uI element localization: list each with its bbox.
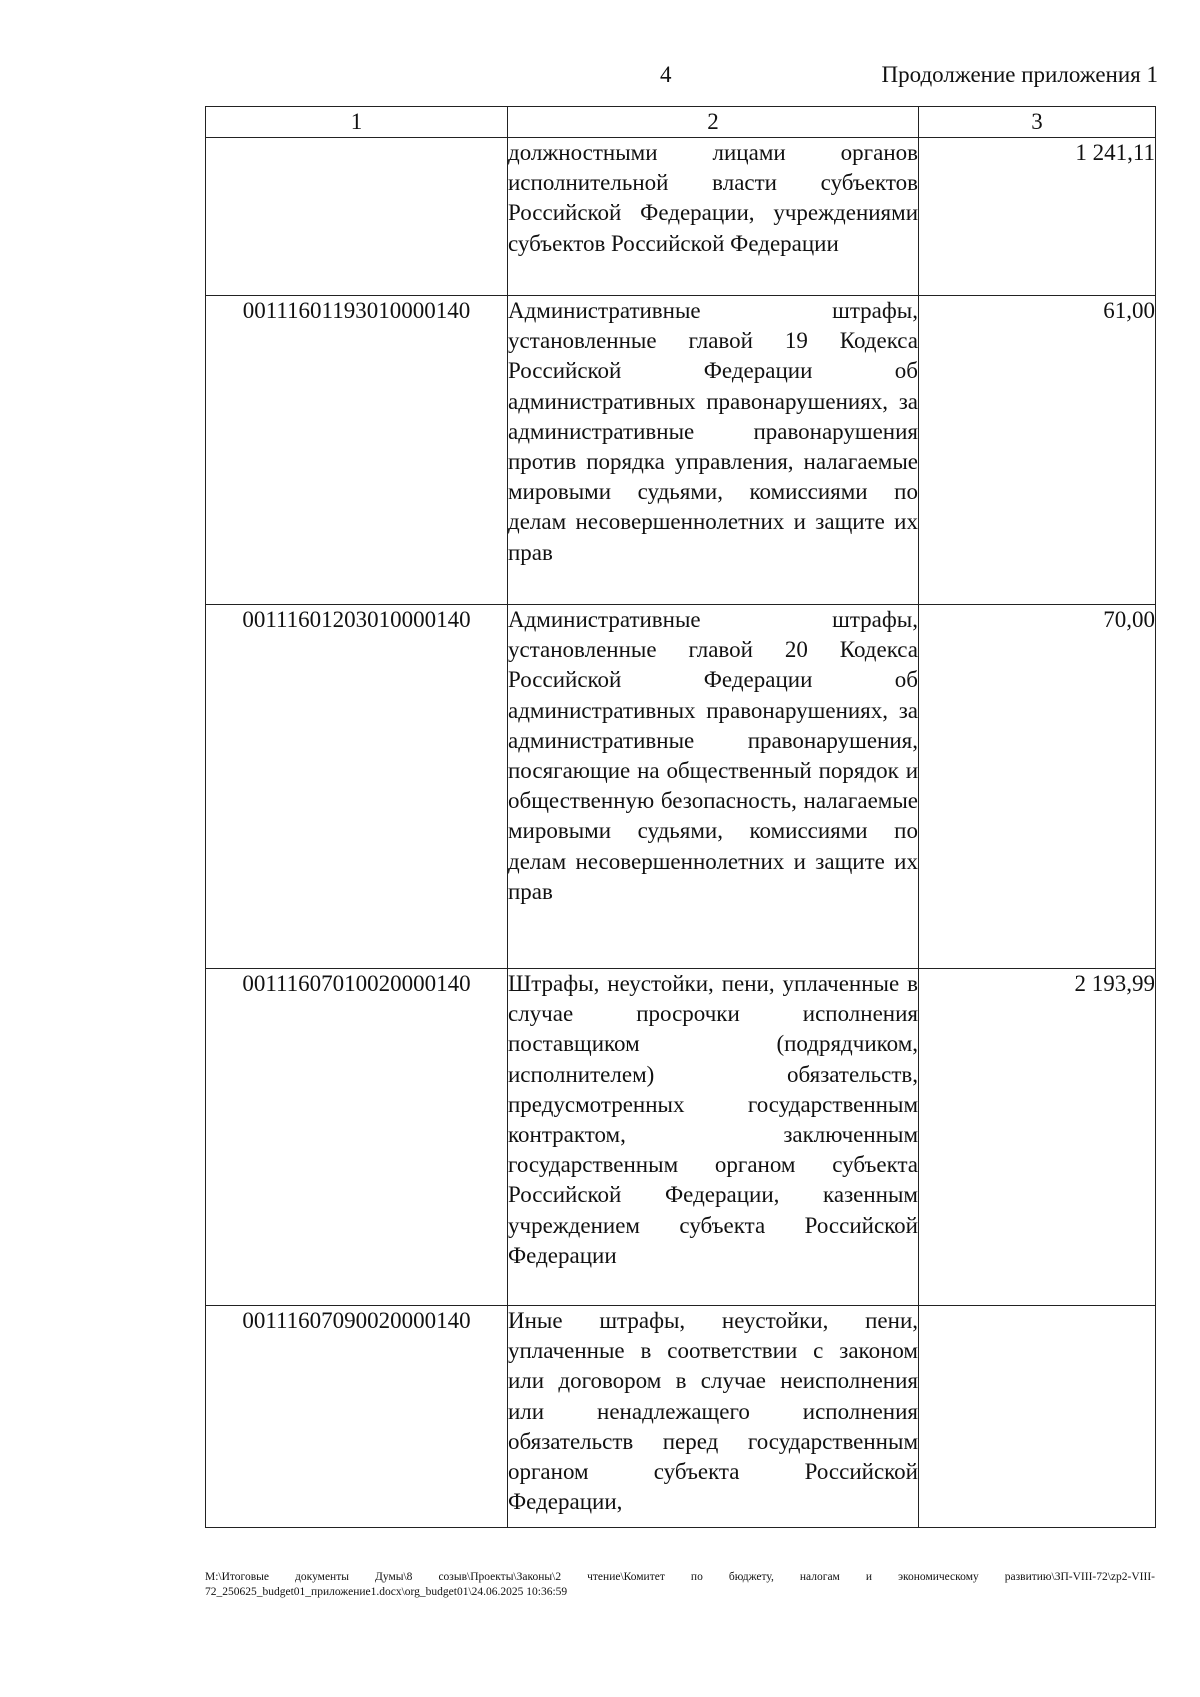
file-path-footer: M:\Итоговые документы Думы\8 созыв\Проекты\Законы\2 чтение\Комитет по бюджету, налогам и экономическому развитию\ЗП-VIII-72\zp2-VIII-72_250625_budget01_приложение1.docx\org_budget01\24.06.2025 10:36:59 xyxy=(205,1571,1155,1598)
revenue-name: Иные штрафы, неустойки, пени, уплаченные в соответствии с законом или договором в случае неисполнения или ненадлежащего исполнения обязательств перед государственным органом субъекта Российской Федерации, xyxy=(508,1306,919,1528)
column-header-1: 1 xyxy=(206,107,508,138)
column-number-row xyxy=(206,107,1156,138)
table-row xyxy=(206,605,1156,969)
amount xyxy=(919,1306,1156,1528)
table-row xyxy=(206,138,1156,296)
revenue-name: Административные штрафы, установленные главой 20 Кодекса Российской Федерации об административных правонарушениях, за административные правонарушения, посягающие на общественный порядок и общественную безопасность, налагаемые мировыми судьями, комиссиями по делам несовершеннолетних и защите их прав xyxy=(508,605,919,969)
amount: 61,00 xyxy=(919,296,1156,605)
amount: 70,00 xyxy=(919,605,1156,969)
budget-code xyxy=(206,138,508,296)
budget-code: 00111607010020000140 xyxy=(206,969,508,1306)
page-number: 4 xyxy=(660,62,672,87)
column-header-3: 3 xyxy=(919,107,1156,138)
revenue-name: должностными лицами органов исполнительной власти субъектов Российской Федерации, учреждениями субъектов Российской Федерации xyxy=(508,138,919,296)
column-header-2: 2 xyxy=(508,107,919,138)
table-row xyxy=(206,1306,1156,1528)
amount: 1 241,11 xyxy=(919,138,1156,296)
amount: 2 193,99 xyxy=(919,969,1156,1306)
table-row xyxy=(206,296,1156,605)
revenue-name: Штрафы, неустойки, пени, уплаченные в случае просрочки исполнения поставщиком (подрядчиком, исполнителем) обязательств, предусмотренных государственным контрактом, заключенным государственным органом субъекта Российской Федерации, казенным учреждением субъекта Российской Федерации xyxy=(508,969,919,1306)
continuation-label: Продолжение приложения 1 xyxy=(881,62,1158,87)
table-row xyxy=(206,969,1156,1306)
budget-code: 00111601203010000140 xyxy=(206,605,508,969)
budget-table xyxy=(205,106,1156,1528)
budget-code: 00111601193010000140 xyxy=(206,296,508,605)
budget-code: 00111607090020000140 xyxy=(206,1306,508,1528)
revenue-name: Административные штрафы, установленные главой 19 Кодекса Российской Федерации об административных правонарушениях, за административные правонарушения против порядка управления, налагаемые мировыми судьями, комиссиями по делам несовершеннолетних и защите их прав xyxy=(508,296,919,605)
